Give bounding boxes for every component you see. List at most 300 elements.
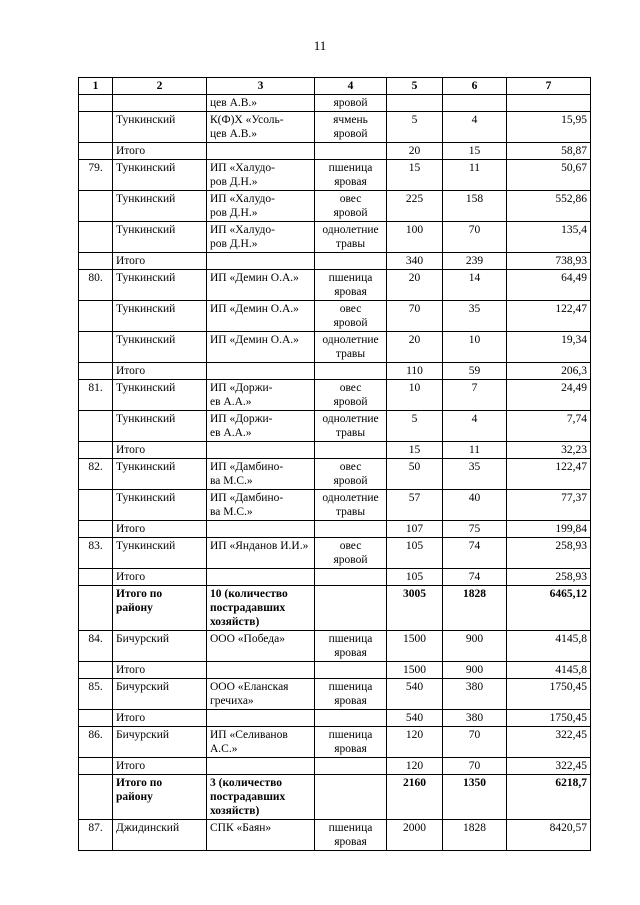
cell-text: 158 <box>465 193 484 205</box>
area-value-cell <box>387 727 443 758</box>
cell-text: ИП «Демин О.А.» <box>210 272 299 284</box>
farm-name-cell <box>207 301 315 332</box>
cell-text: пшеница <box>328 633 373 645</box>
area-value-cell <box>387 820 443 851</box>
farm-name-cell <box>207 95 315 112</box>
header-cell: 7 <box>507 78 591 95</box>
damage-amount-cell <box>507 380 591 411</box>
cell-text: Итого <box>116 255 146 267</box>
cell-text: 380 <box>465 681 484 693</box>
table-row <box>79 459 591 490</box>
area-value-cell <box>387 222 443 253</box>
row-number-cell <box>79 586 113 631</box>
crop-cell <box>315 710 387 727</box>
cell-text: 79. <box>88 162 103 174</box>
cell-text: 900 <box>465 633 484 645</box>
row-number-cell <box>79 160 113 191</box>
district-cell <box>113 332 207 363</box>
area-value-cell <box>387 442 443 459</box>
district-cell <box>113 490 207 521</box>
row-number-cell <box>79 727 113 758</box>
cell-text: 7,74 <box>566 413 587 425</box>
damage-amount-cell <box>507 490 591 521</box>
cell-text: Итого <box>116 444 146 456</box>
crop-cell <box>315 758 387 775</box>
row-number-cell <box>79 569 113 586</box>
farm-name-cell <box>207 253 315 270</box>
cell-text: 86. <box>88 729 103 741</box>
cell-text: овес <box>339 540 362 552</box>
district-cell <box>113 301 207 332</box>
district-cell <box>113 569 207 586</box>
area-value-cell <box>387 253 443 270</box>
cell-text: ИП «Халудо- <box>210 224 275 236</box>
farm-name-cell <box>207 270 315 301</box>
cell-text: 85. <box>88 681 103 693</box>
cell-text: 552,86 <box>555 193 587 205</box>
farm-name-cell <box>207 332 315 363</box>
cell-text: ва М.С.» <box>210 475 253 487</box>
loss-value-cell <box>443 775 507 820</box>
cell-text: овес <box>339 382 362 394</box>
row-number-cell <box>79 143 113 160</box>
area-value-cell <box>387 758 443 775</box>
loss-value-cell <box>443 820 507 851</box>
cell-text: 135,4 <box>561 224 587 236</box>
cell-text: яровой <box>333 207 368 219</box>
district-cell <box>113 820 207 851</box>
cell-text: ров Д.Н.» <box>210 176 258 188</box>
district-cell <box>113 143 207 160</box>
farm-name-cell <box>207 631 315 662</box>
district-cell <box>113 775 207 820</box>
cell-text: яровая <box>334 647 367 659</box>
header-cell: 4 <box>315 78 387 95</box>
cell-text: ИП «Дамбино- <box>210 492 284 504</box>
cell-text: 24,49 <box>561 382 587 394</box>
cell-text: 322,45 <box>555 729 587 741</box>
crop-cell <box>315 679 387 710</box>
cell-text: 1750,45 <box>549 681 587 693</box>
loss-value-cell <box>443 758 507 775</box>
table-row <box>79 363 591 380</box>
loss-value-cell <box>443 270 507 301</box>
table-row <box>79 662 591 679</box>
cell-text: цев А.В.» <box>210 97 258 109</box>
loss-value-cell <box>443 490 507 521</box>
crop-cell <box>315 143 387 160</box>
table-row <box>79 143 591 160</box>
cell-text: Джидинский <box>116 822 180 834</box>
cell-text: Итого <box>116 365 146 377</box>
row-number-cell <box>79 662 113 679</box>
area-value-cell <box>387 586 443 631</box>
farm-name-cell <box>207 222 315 253</box>
row-number-cell <box>79 222 113 253</box>
loss-value-cell <box>443 143 507 160</box>
cell-text: 100 <box>405 224 424 236</box>
cell-text: 738,93 <box>555 255 587 267</box>
crop-cell <box>315 521 387 538</box>
crop-cell <box>315 442 387 459</box>
cell-text: К(Ф)Х «Усоль- <box>210 114 284 126</box>
table-row <box>79 160 591 191</box>
cell-text: 5 <box>411 413 418 425</box>
damage-amount-cell <box>507 820 591 851</box>
cell-text: ИП «Халудо- <box>210 162 275 174</box>
cell-text: 540 <box>405 712 424 724</box>
cell-text: 35 <box>468 461 481 473</box>
cell-text: 20 <box>408 145 421 157</box>
cell-text: ров Д.Н.» <box>210 238 258 250</box>
cell-text: 15,95 <box>561 114 587 126</box>
crop-cell <box>315 253 387 270</box>
cell-text: Тункинский <box>116 461 176 473</box>
district-cell <box>113 160 207 191</box>
table-row <box>79 710 591 727</box>
cell-text: 1828 <box>463 588 486 600</box>
crop-cell <box>315 301 387 332</box>
table-header-row <box>79 78 591 95</box>
cell-text: травы <box>335 238 366 250</box>
cell-text: району <box>116 602 153 614</box>
farm-name-cell <box>207 143 315 160</box>
area-value-cell <box>387 270 443 301</box>
district-cell <box>113 222 207 253</box>
table-row <box>79 301 591 332</box>
crop-cell <box>315 112 387 143</box>
loss-value-cell <box>443 363 507 380</box>
cell-text: Итого <box>116 571 146 583</box>
cell-text: Тункинский <box>116 492 176 504</box>
cell-text: цев А.В.» <box>210 128 258 140</box>
area-value-cell <box>387 301 443 332</box>
cell-text: гречиха» <box>210 695 254 707</box>
cell-text: однолетние <box>322 492 379 504</box>
loss-value-cell <box>443 662 507 679</box>
damage-amount-cell <box>507 160 591 191</box>
loss-value-cell <box>443 112 507 143</box>
farm-name-cell <box>207 758 315 775</box>
cell-text: Бичурский <box>116 729 170 741</box>
cell-text: Тункинский <box>116 224 176 236</box>
crop-cell <box>315 459 387 490</box>
row-number-cell <box>79 363 113 380</box>
crop-cell <box>315 95 387 112</box>
farm-name-cell <box>207 662 315 679</box>
farm-name-cell <box>207 521 315 538</box>
cell-text: 1750,45 <box>549 712 587 724</box>
cell-text: 110 <box>406 365 423 377</box>
header-cell: 5 <box>387 78 443 95</box>
farm-name-cell <box>207 112 315 143</box>
cell-text: 11 <box>468 162 481 174</box>
row-number-cell <box>79 538 113 569</box>
cell-text: 4 <box>471 114 478 126</box>
area-value-cell <box>387 662 443 679</box>
area-value-cell <box>387 95 443 112</box>
district-cell <box>113 521 207 538</box>
crop-cell <box>315 191 387 222</box>
cell-text: яровой <box>333 475 368 487</box>
cell-text: овес <box>339 193 362 205</box>
loss-value-cell <box>443 586 507 631</box>
damage-amount-cell <box>507 301 591 332</box>
cell-text: 70 <box>408 303 421 315</box>
cell-text: ев А.А.» <box>210 427 252 439</box>
damage-amount-cell <box>507 95 591 112</box>
row-number-cell <box>79 112 113 143</box>
cell-text: яровой <box>333 97 368 109</box>
area-value-cell <box>387 332 443 363</box>
table-row <box>79 538 591 569</box>
cell-text: 82. <box>88 461 103 473</box>
cell-text: 19,34 <box>561 334 587 346</box>
cell-text: хозяйств) <box>210 805 260 817</box>
district-cell <box>113 538 207 569</box>
row-number-cell <box>79 521 113 538</box>
cell-text: Тункинский <box>116 540 176 552</box>
table-row <box>79 521 591 538</box>
farm-name-cell <box>207 442 315 459</box>
table-row <box>79 253 591 270</box>
damage-amount-cell <box>507 662 591 679</box>
cell-text: овес <box>339 303 362 315</box>
damage-amount-cell <box>507 253 591 270</box>
cell-text: Итого <box>116 145 146 157</box>
row-number-cell <box>79 710 113 727</box>
table-row <box>79 222 591 253</box>
district-cell <box>113 710 207 727</box>
damage-amount-cell <box>507 521 591 538</box>
area-value-cell <box>387 143 443 160</box>
cell-text: ячмень <box>333 114 368 126</box>
table-row <box>79 820 591 851</box>
cell-text: 6218,7 <box>555 777 587 789</box>
farm-name-cell <box>207 459 315 490</box>
table-row <box>79 332 591 363</box>
table-row <box>79 775 591 820</box>
area-value-cell <box>387 191 443 222</box>
farm-name-cell <box>207 160 315 191</box>
cell-text: 107 <box>405 523 424 535</box>
farm-name-cell <box>207 820 315 851</box>
area-value-cell <box>387 459 443 490</box>
cell-text: 50 <box>408 461 421 473</box>
loss-value-cell <box>443 411 507 442</box>
cell-text: 258,93 <box>555 540 587 552</box>
loss-value-cell <box>443 521 507 538</box>
area-value-cell <box>387 411 443 442</box>
cell-text: А.С.» <box>210 743 238 755</box>
damage-amount-cell <box>507 569 591 586</box>
cell-text: 10 <box>468 334 481 346</box>
cell-text: 122,47 <box>555 303 587 315</box>
cell-text: 380 <box>465 712 484 724</box>
header-cell: 1 <box>79 78 113 95</box>
damage-amount-cell <box>507 222 591 253</box>
cell-text: 2160 <box>403 777 426 789</box>
cell-text: Тункинский <box>116 303 176 315</box>
district-cell <box>113 363 207 380</box>
cell-text: Итого <box>116 664 146 676</box>
cell-text: 239 <box>465 255 484 267</box>
cell-text: Тункинский <box>116 193 176 205</box>
cell-text: травы <box>335 506 366 518</box>
header-cell: 2 <box>113 78 207 95</box>
cell-text: яровая <box>334 286 367 298</box>
district-cell <box>113 270 207 301</box>
cell-text: Итого по <box>116 588 163 600</box>
table-row <box>79 442 591 459</box>
cell-text: однолетние <box>322 334 379 346</box>
row-number-cell <box>79 380 113 411</box>
crop-cell <box>315 380 387 411</box>
cell-text: 84. <box>88 633 103 645</box>
table-row <box>79 112 591 143</box>
cell-text: Тункинский <box>116 382 176 394</box>
table-row <box>79 586 591 631</box>
cell-text: пшеница <box>328 822 373 834</box>
cell-text: ва М.С.» <box>210 506 253 518</box>
row-number-cell <box>79 270 113 301</box>
cell-text: ИП «Демин О.А.» <box>210 303 299 315</box>
row-number-cell <box>79 631 113 662</box>
cell-text: пшеница <box>328 681 373 693</box>
area-value-cell <box>387 112 443 143</box>
table-row <box>79 490 591 521</box>
cell-text: ев А.А.» <box>210 396 252 408</box>
crop-cell <box>315 332 387 363</box>
farm-name-cell <box>207 727 315 758</box>
row-number-cell <box>79 253 113 270</box>
cell-text: 77,37 <box>561 492 587 504</box>
cell-text: 74 <box>468 540 481 552</box>
cell-text: Тункинский <box>116 162 176 174</box>
damage-amount-cell <box>507 538 591 569</box>
row-number-cell <box>79 411 113 442</box>
cell-text: 87. <box>88 822 103 834</box>
damage-amount-cell <box>507 112 591 143</box>
cell-text: 10 <box>408 382 421 394</box>
cell-text: 75 <box>468 523 481 535</box>
damage-amount-cell <box>507 411 591 442</box>
table-row <box>79 727 591 758</box>
table-row <box>79 380 591 411</box>
row-number-cell <box>79 679 113 710</box>
loss-value-cell <box>443 191 507 222</box>
cell-text: 8420,57 <box>549 822 587 834</box>
cell-text: яровая <box>334 743 367 755</box>
cell-text: Итого <box>116 523 146 535</box>
cell-text: 105 <box>405 571 424 583</box>
cell-text: Итого по <box>116 777 163 789</box>
farm-name-cell <box>207 363 315 380</box>
cell-text: 6465,12 <box>549 588 587 600</box>
crop-cell <box>315 222 387 253</box>
area-value-cell <box>387 363 443 380</box>
damage-table <box>78 77 591 851</box>
damage-amount-cell <box>507 332 591 363</box>
cell-text: 3 (количество <box>210 777 282 789</box>
row-number-cell <box>79 332 113 363</box>
cell-text: 122,47 <box>555 461 587 473</box>
cell-text: 70 <box>468 224 481 236</box>
cell-text: 40 <box>468 492 481 504</box>
cell-text: 120 <box>405 760 424 772</box>
cell-text: 2000 <box>403 822 426 834</box>
farm-name-cell <box>207 679 315 710</box>
cell-text: пшеница <box>328 162 373 174</box>
cell-text: 3005 <box>403 588 426 600</box>
cell-text: однолетние <box>322 224 379 236</box>
cell-text: ООО «Победа» <box>210 633 285 645</box>
area-value-cell <box>387 490 443 521</box>
cell-text: 1500 <box>403 633 426 645</box>
cell-text: яровой <box>333 396 368 408</box>
cell-text: Тункинский <box>116 413 176 425</box>
cell-text: 15 <box>468 145 481 157</box>
cell-text: 80. <box>88 272 103 284</box>
area-value-cell <box>387 380 443 411</box>
cell-text: яровой <box>333 128 368 140</box>
loss-value-cell <box>443 569 507 586</box>
damage-amount-cell <box>507 775 591 820</box>
table-row <box>79 191 591 222</box>
cell-text: 64,49 <box>561 272 587 284</box>
cell-text: району <box>116 791 153 803</box>
cell-text: 10 (количество <box>210 588 288 600</box>
cell-text: 540 <box>405 681 424 693</box>
area-value-cell <box>387 775 443 820</box>
page-number: 11 <box>313 38 327 53</box>
damage-amount-cell <box>507 363 591 380</box>
cell-text: 105 <box>405 540 424 552</box>
crop-cell <box>315 363 387 380</box>
district-cell <box>113 95 207 112</box>
district-cell <box>113 112 207 143</box>
cell-text: ИП «Доржи- <box>210 382 273 394</box>
area-value-cell <box>387 710 443 727</box>
area-value-cell <box>387 160 443 191</box>
row-number-cell <box>79 758 113 775</box>
crop-cell <box>315 270 387 301</box>
crop-cell <box>315 727 387 758</box>
district-cell <box>113 191 207 222</box>
cell-text: яровая <box>334 176 367 188</box>
cell-text: 1350 <box>463 777 486 789</box>
table-row <box>79 95 591 112</box>
table-row <box>79 631 591 662</box>
farm-name-cell <box>207 775 315 820</box>
cell-text: 206,3 <box>561 365 587 377</box>
crop-cell <box>315 631 387 662</box>
cell-text: 50,67 <box>561 162 587 174</box>
row-number-cell <box>79 490 113 521</box>
row-number-cell <box>79 442 113 459</box>
farm-name-cell <box>207 569 315 586</box>
cell-text: 322,45 <box>555 760 587 772</box>
district-cell <box>113 662 207 679</box>
table-row <box>79 270 591 301</box>
row-number-cell <box>79 301 113 332</box>
cell-text: 199,84 <box>555 523 587 535</box>
cell-text: Бичурский <box>116 681 170 693</box>
damage-amount-cell <box>507 727 591 758</box>
loss-value-cell <box>443 160 507 191</box>
cell-text: 74 <box>468 571 481 583</box>
cell-text: Итого <box>116 712 146 724</box>
